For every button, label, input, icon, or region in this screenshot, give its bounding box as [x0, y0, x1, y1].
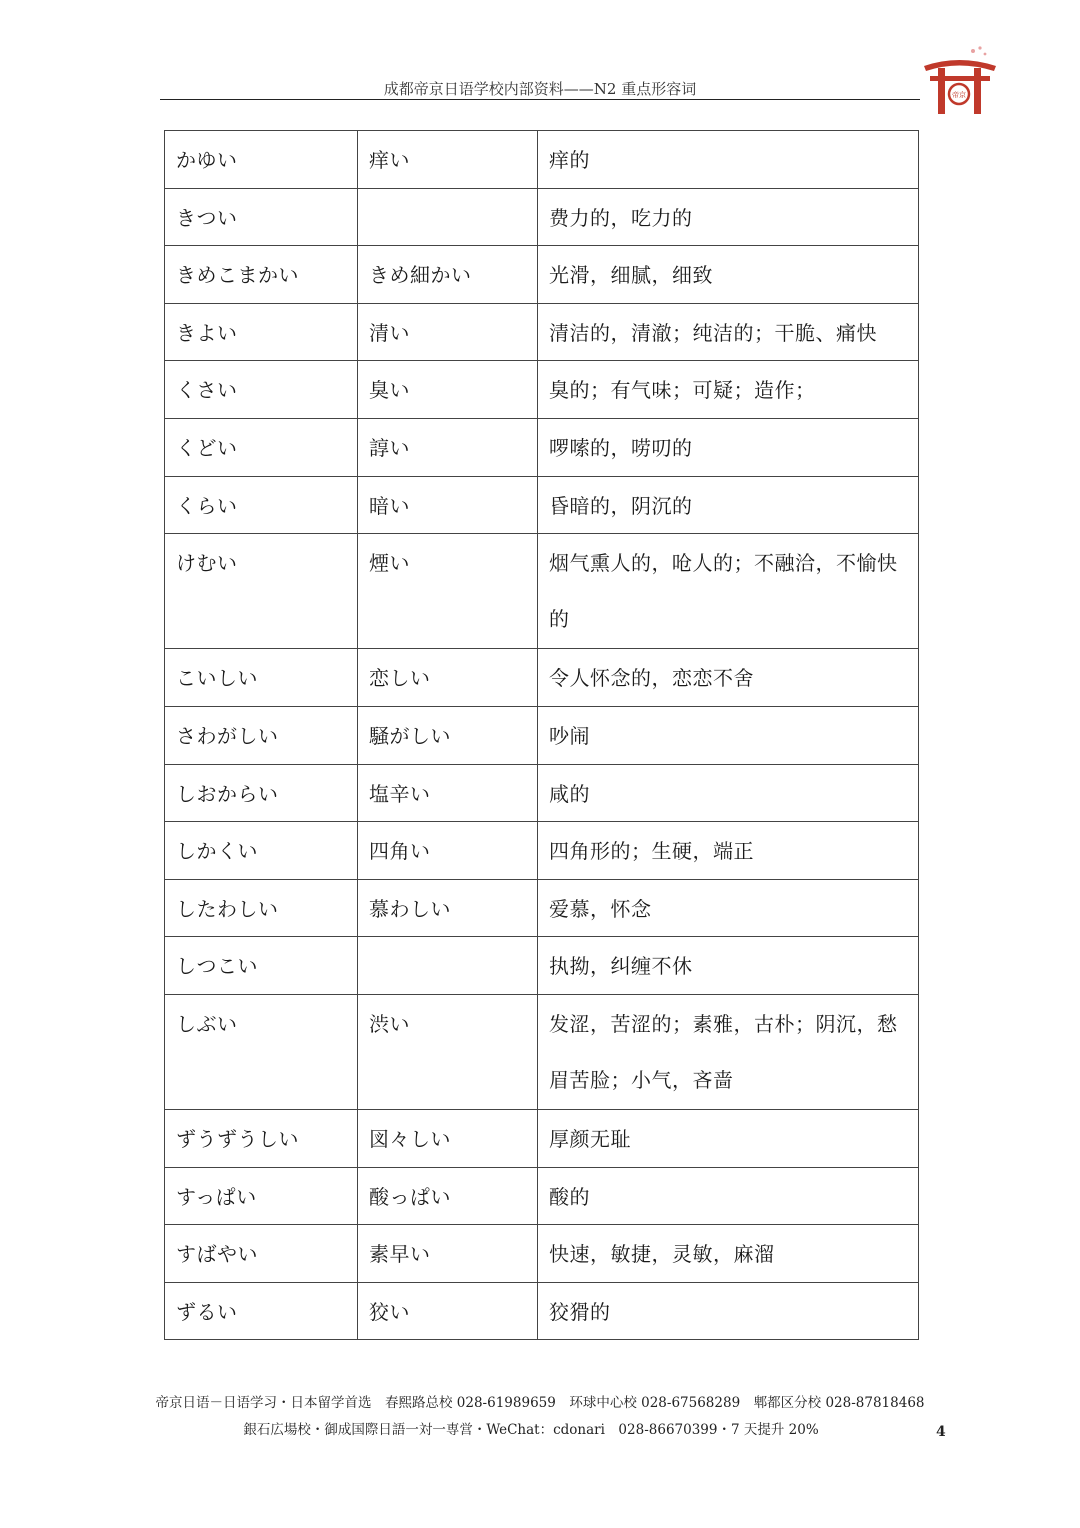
meaning-cell: 执拗，纠缠不休 [538, 937, 919, 995]
logo-text: 帝京 [952, 91, 966, 99]
table-row [165, 937, 919, 995]
kanji-cell: 暗い [358, 476, 538, 534]
meaning-cell: 厚颜无耻 [538, 1110, 919, 1168]
meaning-cell: 费力的，吃力的 [538, 188, 919, 246]
kanji-cell: 素早い [358, 1225, 538, 1283]
kana-cell: きめこまかい [165, 246, 358, 304]
kana-cell: こいしい [165, 649, 358, 707]
kana-cell: さわがしい [165, 706, 358, 764]
kanji-cell: 清い [358, 303, 538, 361]
footer-contact-line-2: 銀石広場校・御成国際日語一対一専営・WeChat：cdonari 028-86670399・7 天提升 20% [243, 1422, 819, 1438]
kanji-cell: きめ細かい [358, 246, 538, 304]
header-divider [160, 99, 920, 100]
kana-cell: きよい [165, 303, 358, 361]
kanji-cell: 狡い [358, 1282, 538, 1340]
torii-logo-icon [918, 44, 1000, 116]
meaning-cell: 吵闹 [538, 706, 919, 764]
kanji-cell: 渋い [358, 994, 538, 1109]
kanji-cell: 痒い [358, 131, 538, 189]
kanji-cell [358, 937, 538, 995]
kana-cell: すっぱい [165, 1167, 358, 1225]
table-row [165, 1167, 919, 1225]
kana-cell: かゆい [165, 131, 358, 189]
page-number: 4 [936, 1424, 946, 1440]
meaning-cell: 臭的；有气味；可疑；造作； [538, 361, 919, 419]
kana-cell: きつい [165, 188, 358, 246]
meaning-cell: 痒的 [538, 131, 919, 189]
table-row [165, 418, 919, 476]
table-row [165, 1225, 919, 1283]
adjective-table [164, 130, 919, 1340]
table-row [165, 706, 919, 764]
meaning-cell: 狡猾的 [538, 1282, 919, 1340]
kanji-cell: 四角い [358, 822, 538, 880]
table-row [165, 476, 919, 534]
kanji-cell: 騒がしい [358, 706, 538, 764]
meaning-cell: 咸的 [538, 764, 919, 822]
table-row [165, 1110, 919, 1168]
table-row [165, 188, 919, 246]
table-row [165, 994, 919, 1109]
kana-cell: しかくい [165, 822, 358, 880]
table-row [165, 361, 919, 419]
kanji-cell: 慕わしい [358, 879, 538, 937]
kanji-cell: 図々しい [358, 1110, 538, 1168]
meaning-cell: 快速，敏捷，灵敏，麻溜 [538, 1225, 919, 1283]
kana-cell: ずうずうしい [165, 1110, 358, 1168]
meaning-cell: 烟气熏人的，呛人的；不融洽，不愉快的 [538, 534, 919, 649]
meaning-cell: 昏暗的，阴沉的 [538, 476, 919, 534]
kanji-cell: 臭い [358, 361, 538, 419]
kana-cell: くどい [165, 418, 358, 476]
kana-cell: くらい [165, 476, 358, 534]
kana-cell: しぶい [165, 994, 358, 1109]
table-row [165, 534, 919, 649]
kana-cell: したわしい [165, 879, 358, 937]
kana-cell: くさい [165, 361, 358, 419]
kanji-cell: 酸っぱい [358, 1167, 538, 1225]
meaning-cell: 酸的 [538, 1167, 919, 1225]
kanji-cell: 諄い [358, 418, 538, 476]
kanji-cell: 塩辛い [358, 764, 538, 822]
meaning-cell: 爱慕，怀念 [538, 879, 919, 937]
kana-cell: しつこい [165, 937, 358, 995]
footer-contact-line-1: 帝京日语－日语学习・日本留学首选 春熙路总校 028-61989659 环球中心校 028-67568289 郫都区分校 028-87818468 [155, 1395, 925, 1411]
table-row [165, 1282, 919, 1340]
table-row [165, 764, 919, 822]
kanji-cell: 煙い [358, 534, 538, 649]
kana-cell: すばやい [165, 1225, 358, 1283]
meaning-cell: 发涩，苦涩的；素雅，古朴；阴沉，愁眉苦脸；小气，吝啬 [538, 994, 919, 1109]
meaning-cell: 清洁的，清澈；纯洁的；干脆、痛快 [538, 303, 919, 361]
table-row [165, 246, 919, 304]
table-row [165, 822, 919, 880]
table-row [165, 303, 919, 361]
meaning-cell: 光滑，细腻，细致 [538, 246, 919, 304]
kana-cell: ずるい [165, 1282, 358, 1340]
page-header-title: 成都帝京日语学校内部资料——N2 重点形容词 [383, 80, 697, 98]
table-row [165, 131, 919, 189]
table-row [165, 649, 919, 707]
kanji-cell: 恋しい [358, 649, 538, 707]
kana-cell: けむい [165, 534, 358, 649]
meaning-cell: 令人怀念的，恋恋不舍 [538, 649, 919, 707]
meaning-cell: 四角形的；生硬，端正 [538, 822, 919, 880]
table-row [165, 879, 919, 937]
meaning-cell: 啰嗦的，唠叨的 [538, 418, 919, 476]
kana-cell: しおからい [165, 764, 358, 822]
kanji-cell [358, 188, 538, 246]
